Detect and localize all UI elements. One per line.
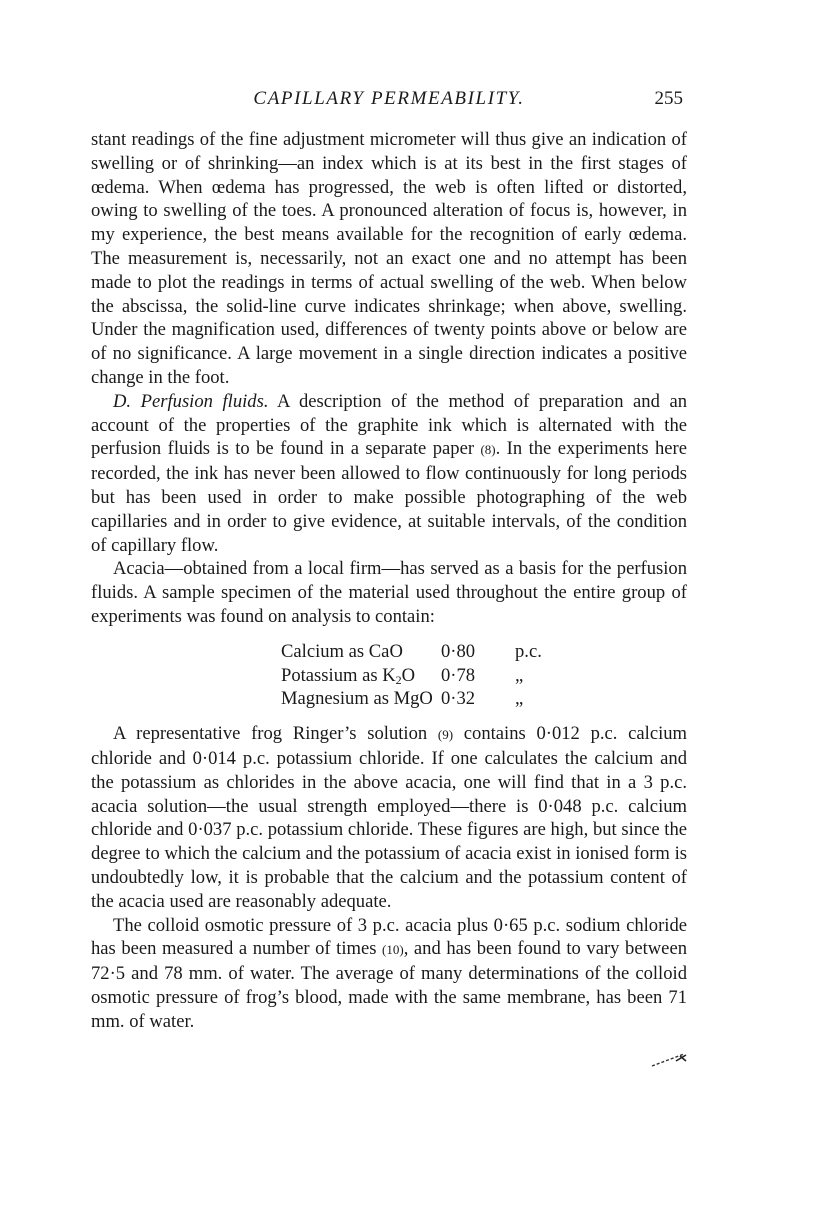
section-heading: D. Perfusion fluids.	[113, 390, 269, 412]
reference-citation: (10)	[382, 942, 404, 958]
reference-citation: (9)	[437, 727, 454, 743]
composition-unit: p.c.	[515, 640, 542, 662]
paragraph-ringer: A representative frog Ringer’s solution (9) contains 0·012 p.c. calcium chloride and 0·014 p.c. potassium chloride. If one calculates the calcium and the potassium as chlorides in the above acacia, one will find that in a 3 p.c. acacia solution—the usual strength employed—there is 0·048 p.c. calcium chloride and 0·037 p.c. potassium chloride. These figures are high, but since the degree to which the calcium and the potassium of acacia exist in ionised form is undoubtedly low, it is probable that the calcium and the potassium content of the acacia used are reasonably adequate.	[91, 723, 687, 912]
composition-unit: „	[515, 688, 524, 710]
composition-label: Calcium as CaO	[281, 640, 403, 662]
paragraph-perfusion-fluids	[91, 390, 687, 558]
composition-row	[281, 640, 687, 664]
running-head: CAPILLARY PERMEABILITY.	[253, 88, 525, 109]
composition-value: 0·32	[441, 688, 476, 710]
body-text	[91, 128, 687, 1033]
paragraph-text: . In the experiments here recorded, the ink has never been allowed to flow continuously for long periods but has been used in order to make possible photographing of the web capillaries and in order to give evidence, at suitable intervals, of the condition of capillary flow.	[91, 438, 687, 556]
composition-label: Potassium as $K_2O$	[281, 664, 416, 687]
page	[91, 86, 687, 1033]
pencil-mark-icon	[650, 1052, 690, 1068]
composition-value: 0·80	[441, 640, 476, 662]
paragraph-continuation: stant readings of the fine adjustment micrometer will thus give an indication of swelling or of shrinking—an index which is at its best in the first stages of œdema. When œdema has progressed, the web is often lifted or distorted, owing to swelling of the toes. A pronounced alteration of focus is, however, in my experience, the best means available for the recognition of early œdema. The measurement is, necessarily, not an exact one and no attempt has been made to plot the readings in terms of actual swelling of the web. When below the abscissa, the solid-line curve indicates shrinkage; when above, swelling. Under the magnification used, differences of twenty points above or below are of no significance. A large movement in a single direction indicates a positive change in the foot.	[91, 129, 687, 388]
paragraph-text: A description of the method of preparation and an account of the properties of the graphite ink which is alternated with the perfusion fluids is to be found in a separate paper	[91, 390, 688, 460]
paragraph-acacia: Acacia—obtained from a local firm—has served as a basis for the perfusion fluids. A sample specimen of the material used throughout the entire group of experiments was found on analysis to contain:	[91, 558, 687, 627]
page-header	[91, 86, 687, 116]
composition-unit: „	[515, 664, 524, 686]
reference-citation: (8)	[480, 442, 496, 458]
paragraph-osmotic-pressure: The colloid osmotic pressure of 3 p.c. acacia plus 0·65 p.c. sodium chloride has been measured a number of times (10), and has been found to vary between 72·5 and 78 mm. of water. The average of many determinations of the colloid osmotic pressure of frog’s blood, made with the same membrane, has been 71 mm. of water.	[91, 914, 687, 1032]
composition-row	[281, 664, 687, 688]
composition-row	[281, 687, 687, 711]
page-number: 255	[654, 88, 683, 109]
composition-table	[281, 640, 687, 711]
composition-value: 0·78	[441, 664, 476, 686]
composition-label: Magnesium as MgO	[281, 688, 433, 710]
